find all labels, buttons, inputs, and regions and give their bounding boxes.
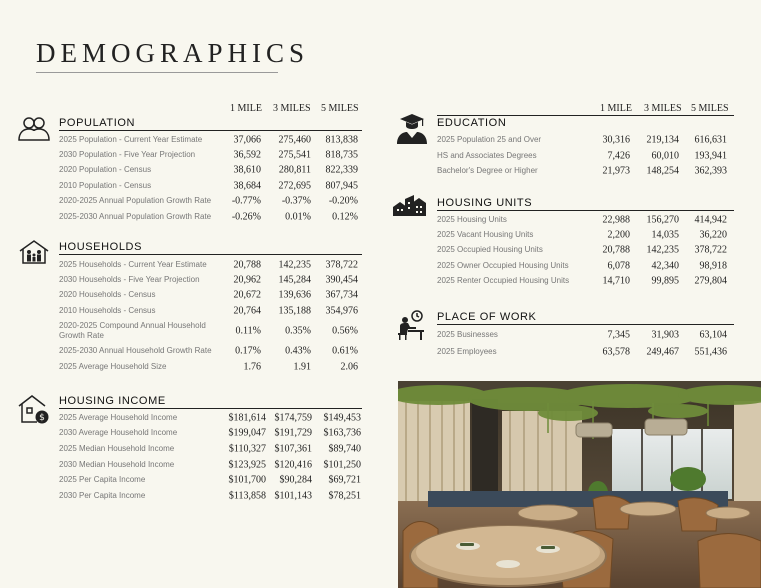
value-5-miles: 354,976	[325, 305, 358, 317]
value-5-miles: 367,734	[325, 289, 358, 301]
value-3-miles: $174,759	[274, 412, 312, 424]
house-money-icon	[17, 393, 51, 425]
table-row	[437, 132, 734, 148]
table-row	[59, 147, 362, 162]
row-label: 2025 Average Household Income	[59, 412, 178, 422]
value-5-miles: $163,736	[323, 427, 361, 439]
value-3-miles: $191,729	[274, 427, 312, 439]
value-3-miles: 275,460	[278, 134, 311, 146]
value-5-miles: -0.20%	[328, 195, 358, 207]
row-label: 2025 Average Household Size	[59, 361, 167, 371]
value-1-mile: 22,988	[602, 214, 630, 226]
svg-text:$: $	[39, 413, 45, 423]
section-divider-households	[59, 254, 362, 255]
value-1-mile: 36,592	[233, 149, 261, 161]
value-3-miles: 139,636	[278, 289, 311, 301]
education-table	[437, 132, 734, 179]
office-worker-icon	[396, 309, 426, 341]
table-row	[59, 288, 362, 303]
value-1-mile: 30,316	[602, 134, 630, 146]
table-row	[437, 258, 734, 273]
value-5-miles: 616,631	[694, 134, 727, 146]
value-5-miles: 0.12%	[332, 211, 358, 223]
value-1-mile: $101,700	[228, 474, 266, 486]
row-label: Bachelor's Degree or Higher	[437, 166, 538, 176]
value-5-miles: 2.06	[340, 361, 358, 373]
value-5-miles: 378,722	[694, 244, 727, 256]
value-3-miles: 148,254	[646, 165, 679, 177]
value-1-mile: 38,684	[233, 180, 261, 192]
value-3-miles: 135,188	[278, 305, 311, 317]
row-label: 2020 Households - Census	[59, 290, 156, 300]
column-header-1-mile: 1 MILE	[230, 103, 262, 114]
row-label: 2025 Population - Current Year Estimate	[59, 134, 203, 144]
row-label: 2025 Occupied Housing Units	[437, 245, 543, 255]
table-row	[437, 326, 734, 344]
value-5-miles: 378,722	[325, 259, 358, 271]
value-3-miles: 275,541	[278, 149, 311, 161]
row-label: 2020-2025 Annual Population Growth Rate	[59, 196, 212, 206]
value-1-mile: $181,614	[228, 412, 266, 424]
table-row	[59, 488, 362, 504]
value-1-mile: 20,672	[233, 289, 261, 301]
row-label: 2020-2025 Compound Annual Household Growth Rate	[59, 321, 206, 341]
value-5-miles: $78,251	[328, 490, 361, 502]
value-5-miles: 551,436	[694, 346, 727, 358]
table-row	[59, 303, 362, 318]
value-1-mile: 14,710	[602, 275, 630, 287]
table-row	[437, 344, 734, 362]
value-3-miles: 0.35%	[285, 325, 311, 337]
table-row	[59, 178, 362, 193]
value-5-miles: 807,945	[325, 180, 358, 192]
title-divider	[36, 72, 278, 73]
section-title-households: HOUSEHOLDS	[59, 241, 143, 253]
column-header-1-mile-right: 1 MILE	[600, 103, 632, 114]
section-divider-population	[59, 130, 362, 131]
value-3-miles: 42,340	[651, 260, 679, 272]
row-label: 2025 Vacant Housing Units	[437, 230, 534, 240]
income-table	[59, 410, 362, 504]
value-1-mile: $113,858	[228, 490, 266, 502]
value-5-miles: 822,339	[325, 164, 358, 176]
row-label: 2030 Population - Five Year Projection	[59, 150, 196, 160]
column-header-3-miles-right: 3 MILES	[644, 103, 682, 114]
value-5-miles: 193,941	[694, 150, 727, 162]
value-1-mile: 6,078	[607, 260, 630, 272]
row-label: 2025 Renter Occupied Housing Units	[437, 276, 570, 286]
value-1-mile: 20,962	[233, 274, 261, 286]
value-1-mile: $123,925	[228, 459, 266, 471]
value-5-miles: 279,804	[694, 275, 727, 287]
value-1-mile: 21,973	[602, 165, 630, 177]
value-1-mile: 63,578	[602, 346, 630, 358]
column-header-5-miles: 5 MILES	[321, 103, 359, 114]
value-5-miles: $89,740	[328, 443, 361, 455]
value-1-mile: 20,788	[602, 244, 630, 256]
value-5-miles: 63,104	[699, 329, 727, 341]
table-row	[437, 227, 734, 242]
row-label: 2025-2030 Annual Population Growth Rate	[59, 211, 212, 221]
households-table	[59, 257, 362, 374]
table-row	[59, 359, 362, 374]
graduate-icon	[395, 113, 428, 145]
row-label: 2025 Owner Occupied Housing Units	[437, 260, 569, 270]
value-3-miles: $90,284	[279, 474, 312, 486]
row-label: 2030 Median Household Income	[59, 459, 175, 469]
row-label: 2025 Per Capita Income	[59, 475, 146, 485]
value-3-miles: -0.37%	[281, 195, 311, 207]
value-5-miles: 414,942	[694, 214, 727, 226]
row-label: 2020 Population - Census	[59, 165, 152, 175]
row-label: 2025 Housing Units	[437, 214, 507, 224]
value-1-mile: 38,610	[233, 164, 261, 176]
value-3-miles: 219,134	[646, 134, 679, 146]
row-label: 2025 Households - Current Year Estimate	[59, 259, 207, 269]
section-title-population: POPULATION	[59, 117, 136, 129]
table-row	[59, 163, 362, 178]
row-label: 2025 Population 25 and Over	[437, 134, 542, 144]
section-title-education: EDUCATION	[437, 117, 507, 129]
house-family-icon	[18, 239, 50, 265]
section-divider-housing-units	[437, 210, 734, 211]
table-row	[437, 212, 734, 227]
row-label: 2025 Employees	[437, 347, 497, 357]
value-3-miles: 156,270	[646, 214, 679, 226]
row-label: HS and Associates Degrees	[437, 150, 537, 160]
value-5-miles: $101,250	[323, 459, 361, 471]
table-row	[59, 194, 362, 209]
value-3-miles: 142,235	[646, 244, 679, 256]
section-divider-housing-income	[59, 408, 362, 409]
people-icon	[17, 114, 51, 142]
value-5-miles: 36,220	[699, 229, 727, 241]
value-3-miles: 0.01%	[285, 211, 311, 223]
restaurant-interior-photo	[398, 381, 761, 588]
value-3-miles: $101,143	[274, 490, 312, 502]
column-header-3-miles: 3 MILES	[273, 103, 311, 114]
value-1-mile: $110,327	[228, 443, 266, 455]
table-row	[59, 132, 362, 147]
table-row	[437, 148, 734, 164]
value-5-miles: 0.56%	[332, 325, 358, 337]
page-title: DEMOGRAPHICS	[36, 38, 310, 68]
value-1-mile: 2,200	[607, 229, 630, 241]
section-divider-education	[437, 115, 734, 116]
table-row	[437, 164, 734, 180]
table-row	[437, 243, 734, 258]
table-row	[59, 472, 362, 488]
table-row	[59, 257, 362, 272]
row-label: 2025 Median Household Income	[59, 443, 175, 453]
value-1-mile: 20,764	[233, 305, 261, 317]
row-label: 2030 Average Household Income	[59, 428, 178, 438]
value-3-miles: 280,811	[278, 164, 311, 176]
value-5-miles: 813,838	[325, 134, 358, 146]
value-1-mile: 0.11%	[235, 325, 261, 337]
value-3-miles: 0.43%	[285, 345, 311, 357]
value-5-miles: 818,735	[325, 149, 358, 161]
value-1-mile: 37,066	[233, 134, 261, 146]
table-row	[59, 272, 362, 287]
value-3-miles: 60,010	[651, 150, 679, 162]
table-row	[59, 344, 362, 359]
value-1-mile: 20,788	[233, 259, 261, 271]
value-3-miles: $120,416	[274, 459, 312, 471]
value-3-miles: $107,361	[274, 443, 312, 455]
value-3-miles: 14,035	[651, 229, 679, 241]
section-title-housing-units: HOUSING UNITS	[437, 197, 533, 209]
column-header-5-miles-right: 5 MILES	[691, 103, 729, 114]
table-row	[59, 319, 362, 344]
value-1-mile: 1.76	[243, 361, 261, 373]
value-3-miles: 1.91	[293, 361, 311, 373]
value-3-miles: 31,903	[651, 329, 679, 341]
value-3-miles: 145,284	[278, 274, 311, 286]
row-label: 2030 Households - Five Year Projection	[59, 275, 200, 285]
place-of-work-table	[437, 326, 734, 361]
value-1-mile: $199,047	[228, 427, 266, 439]
housing-units-table	[437, 212, 734, 289]
value-5-miles: 390,454	[325, 274, 358, 286]
value-1-mile: 7,345	[607, 329, 630, 341]
section-title-housing-income: HOUSING INCOME	[59, 395, 166, 407]
buildings-icon	[392, 195, 428, 217]
value-3-miles: 272,695	[278, 180, 311, 192]
value-5-miles: 0.61%	[332, 345, 358, 357]
table-row	[59, 457, 362, 473]
row-label: 2030 Per Capita Income	[59, 490, 146, 500]
value-3-miles: 249,467	[646, 346, 679, 358]
value-1-mile: 7,426	[607, 150, 630, 162]
population-table	[59, 132, 362, 224]
value-5-miles: $69,721	[328, 474, 361, 486]
row-label: 2025 Businesses	[437, 329, 498, 339]
value-1-mile: 0.17%	[235, 345, 261, 357]
table-row	[59, 426, 362, 442]
row-label: 2010 Population - Census	[59, 180, 152, 190]
table-row	[437, 274, 734, 289]
table-row	[59, 410, 362, 426]
section-title-place-of-work: PLACE OF WORK	[437, 311, 537, 323]
value-5-miles: 98,918	[699, 260, 727, 272]
value-1-mile: -0.77%	[231, 195, 261, 207]
section-divider-place-of-work	[437, 324, 734, 325]
row-label: 2025-2030 Annual Household Growth Rate	[59, 346, 212, 356]
value-3-miles: 99,895	[651, 275, 679, 287]
value-5-miles: $149,453	[323, 412, 361, 424]
row-label: 2010 Households - Census	[59, 305, 156, 315]
value-1-mile: -0.26%	[231, 211, 261, 223]
value-3-miles: 142,235	[278, 259, 311, 271]
table-row	[59, 209, 362, 224]
table-row	[59, 441, 362, 457]
value-5-miles: 362,393	[694, 165, 727, 177]
